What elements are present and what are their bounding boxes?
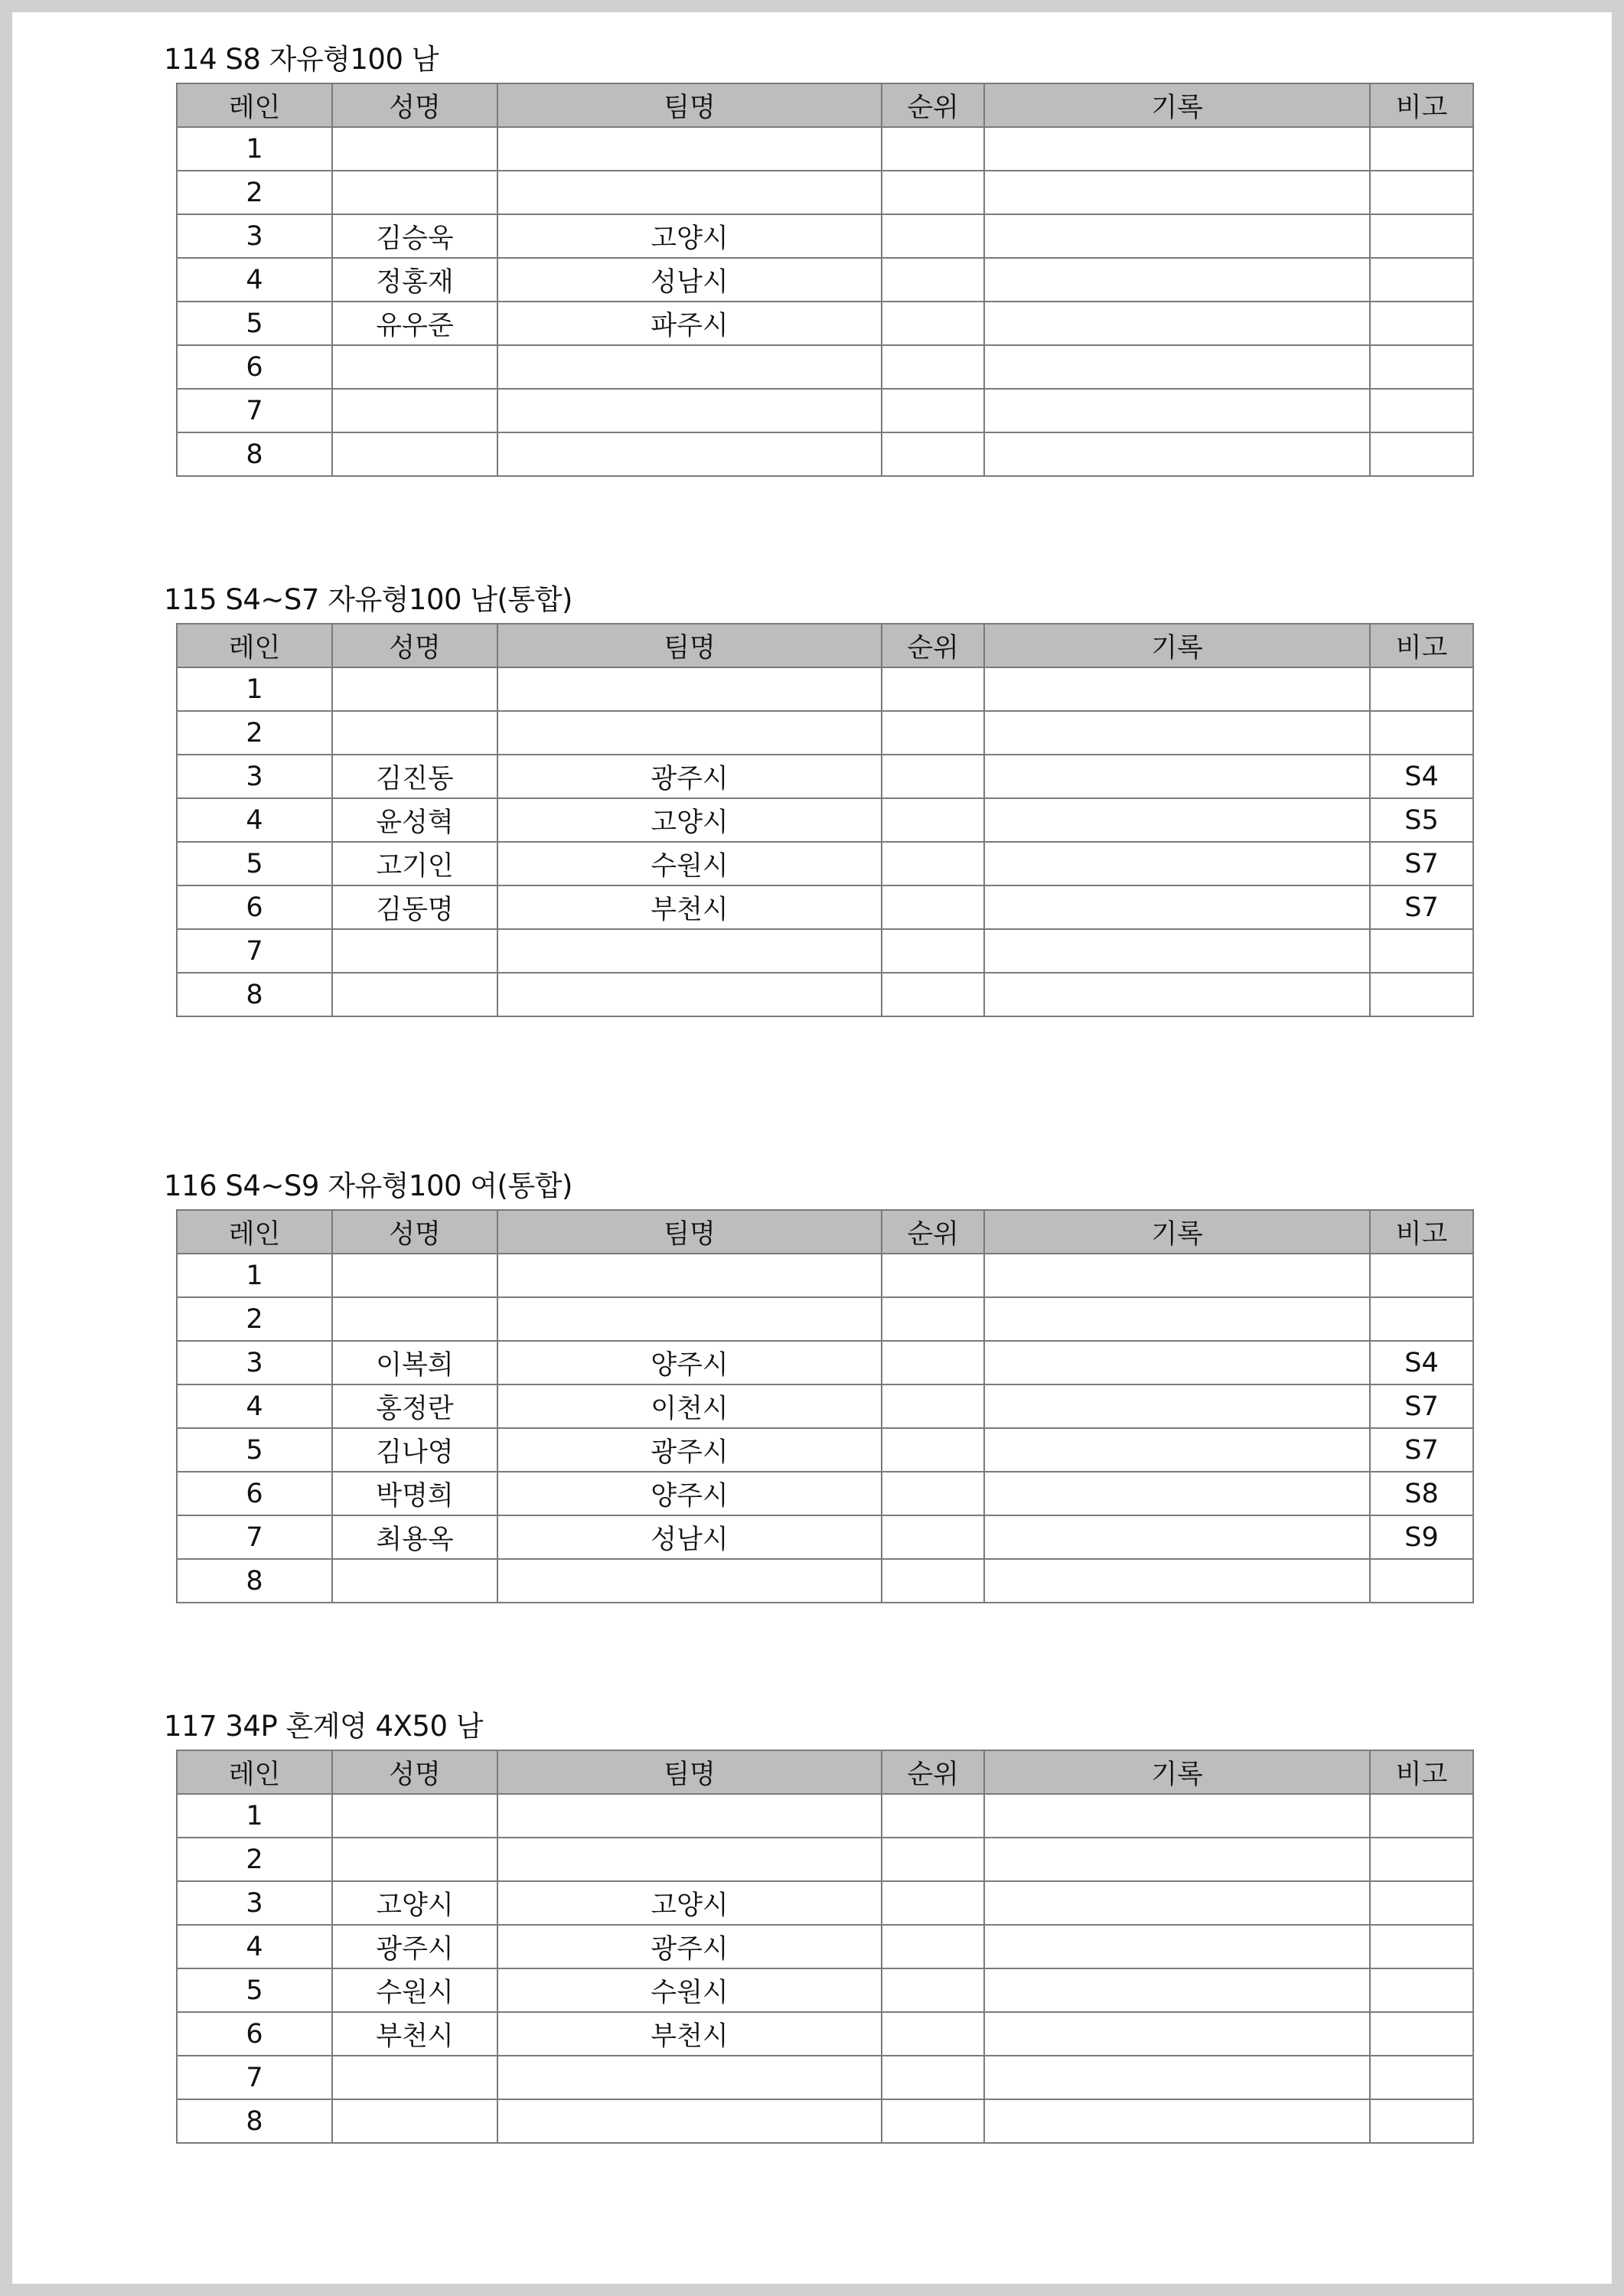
lane-cell: 7 [177, 2056, 332, 2099]
rank-cell [882, 929, 984, 973]
table-row [177, 2099, 1473, 2143]
team-cell: 부천시 [497, 2012, 882, 2056]
name-cell: 이복희 [332, 1341, 497, 1384]
event-title: 117 34P 혼계영 4X50 남 [164, 1710, 483, 1743]
record-cell [984, 1254, 1370, 1297]
note-cell: S7 [1370, 885, 1473, 929]
record-cell [984, 1428, 1370, 1472]
name-cell [332, 2056, 497, 2099]
record-cell [984, 1968, 1370, 2012]
team-cell [497, 1297, 882, 1341]
note-cell: S4 [1370, 755, 1473, 798]
note-cell [1370, 1794, 1473, 1838]
record-cell [984, 345, 1370, 389]
rank-cell [882, 1341, 984, 1384]
lane-cell: 4 [177, 258, 332, 302]
note-cell [1370, 1559, 1473, 1603]
record-cell [984, 798, 1370, 842]
table-header-row [177, 1210, 1473, 1254]
lane-cell: 6 [177, 1472, 332, 1515]
header-name: 성명 [332, 624, 497, 667]
table-row [177, 1881, 1473, 1925]
note-cell [1370, 258, 1473, 302]
lane-cell: 6 [177, 2012, 332, 2056]
name-cell [332, 2099, 497, 2143]
table-row [177, 1472, 1473, 1515]
table-row [177, 389, 1473, 432]
team-cell [497, 929, 882, 973]
team-cell: 이천시 [497, 1384, 882, 1428]
note-cell [1370, 973, 1473, 1016]
name-cell: 윤성혁 [332, 798, 497, 842]
header-rank: 순위 [882, 83, 984, 127]
record-cell [984, 2012, 1370, 2056]
rank-cell [882, 127, 984, 171]
event-title: 114 S8 자유형100 남 [164, 43, 439, 76]
lane-cell: 6 [177, 885, 332, 929]
event-title: 116 S4~S9 자유형100 여(통합) [164, 1169, 572, 1202]
lane-cell: 5 [177, 1428, 332, 1472]
note-cell [1370, 2056, 1473, 2099]
team-cell [497, 2099, 882, 2143]
note-cell [1370, 1968, 1473, 2012]
record-cell [984, 2099, 1370, 2143]
note-cell: S9 [1370, 1515, 1473, 1559]
name-cell: 김진동 [332, 755, 497, 798]
lane-cell: 2 [177, 711, 332, 755]
rank-cell [882, 1838, 984, 1881]
record-cell [984, 1472, 1370, 1515]
note-cell [1370, 2012, 1473, 2056]
name-cell [332, 127, 497, 171]
document-page [12, 12, 1612, 2284]
rank-cell [882, 1559, 984, 1603]
table-row [177, 798, 1473, 842]
header-note: 비고 [1370, 624, 1473, 667]
record-cell [984, 2056, 1370, 2099]
rank-cell [882, 1254, 984, 1297]
lane-cell: 8 [177, 973, 332, 1016]
team-cell [497, 1838, 882, 1881]
rank-cell [882, 1515, 984, 1559]
rank-cell [882, 973, 984, 1016]
table-row [177, 973, 1473, 1016]
name-cell: 정홍재 [332, 258, 497, 302]
lane-cell: 8 [177, 2099, 332, 2143]
record-cell [984, 389, 1370, 432]
rank-cell [882, 755, 984, 798]
name-cell: 김승욱 [332, 214, 497, 258]
header-team: 팀명 [497, 1750, 882, 1794]
header-lane: 레인 [177, 1210, 332, 1254]
record-cell [984, 1515, 1370, 1559]
header-name: 성명 [332, 1210, 497, 1254]
table-row [177, 2056, 1473, 2099]
rank-cell [882, 2056, 984, 2099]
header-name: 성명 [332, 1750, 497, 1794]
note-cell [1370, 432, 1473, 476]
header-lane: 레인 [177, 1750, 332, 1794]
header-record: 기록 [984, 83, 1370, 127]
record-cell [984, 1297, 1370, 1341]
table-row [177, 2012, 1473, 2056]
name-cell: 김나영 [332, 1428, 497, 1472]
record-cell [984, 973, 1370, 1016]
table-row [177, 214, 1473, 258]
name-cell [332, 345, 497, 389]
rank-cell [882, 667, 984, 711]
record-cell [984, 1881, 1370, 1925]
name-cell: 광주시 [332, 1925, 497, 1968]
header-record: 기록 [984, 624, 1370, 667]
header-note: 비고 [1370, 83, 1473, 127]
header-team: 팀명 [497, 624, 882, 667]
rank-cell [882, 1794, 984, 1838]
table-row [177, 667, 1473, 711]
header-rank: 순위 [882, 1750, 984, 1794]
heat-sheet-table [176, 1209, 1474, 1603]
table-row [177, 171, 1473, 214]
lane-cell: 4 [177, 1925, 332, 1968]
note-cell [1370, 171, 1473, 214]
team-cell: 광주시 [497, 755, 882, 798]
table-row [177, 885, 1473, 929]
lane-cell: 1 [177, 1794, 332, 1838]
team-cell [497, 127, 882, 171]
header-lane: 레인 [177, 83, 332, 127]
table-row [177, 1384, 1473, 1428]
name-cell: 부천시 [332, 2012, 497, 2056]
lane-cell: 3 [177, 1881, 332, 1925]
lane-cell: 5 [177, 1968, 332, 2012]
rank-cell [882, 171, 984, 214]
note-cell: S7 [1370, 1428, 1473, 1472]
lane-cell: 5 [177, 842, 332, 885]
record-cell [984, 214, 1370, 258]
record-cell [984, 711, 1370, 755]
team-cell [497, 432, 882, 476]
name-cell [332, 1559, 497, 1603]
team-cell: 양주시 [497, 1472, 882, 1515]
rank-cell [882, 258, 984, 302]
name-cell [332, 973, 497, 1016]
header-rank: 순위 [882, 1210, 984, 1254]
table-header-row [177, 624, 1473, 667]
name-cell: 고기인 [332, 842, 497, 885]
rank-cell [882, 389, 984, 432]
note-cell [1370, 1297, 1473, 1341]
rank-cell [882, 2012, 984, 2056]
note-cell [1370, 1881, 1473, 1925]
table-header-row [177, 83, 1473, 127]
team-cell: 양주시 [497, 1341, 882, 1384]
team-cell: 수원시 [497, 1968, 882, 2012]
header-lane: 레인 [177, 624, 332, 667]
name-cell [332, 1254, 497, 1297]
table-row [177, 842, 1473, 885]
record-cell [984, 1559, 1370, 1603]
table-row [177, 432, 1473, 476]
note-cell: S7 [1370, 842, 1473, 885]
lane-cell: 1 [177, 1254, 332, 1297]
record-cell [984, 127, 1370, 171]
record-cell [984, 1384, 1370, 1428]
rank-cell [882, 345, 984, 389]
note-cell [1370, 929, 1473, 973]
header-team: 팀명 [497, 1210, 882, 1254]
record-cell [984, 755, 1370, 798]
rank-cell [882, 1925, 984, 1968]
table-header-row [177, 1750, 1473, 1794]
table-row [177, 1297, 1473, 1341]
team-cell [497, 389, 882, 432]
lane-cell: 1 [177, 127, 332, 171]
name-cell [332, 1794, 497, 1838]
note-cell: S4 [1370, 1341, 1473, 1384]
lane-cell: 2 [177, 1838, 332, 1881]
record-cell [984, 842, 1370, 885]
name-cell [332, 389, 497, 432]
rank-cell [882, 2099, 984, 2143]
heat-sheet-table [176, 1750, 1474, 2144]
table-row [177, 1838, 1473, 1881]
note-cell [1370, 345, 1473, 389]
team-cell [497, 973, 882, 1016]
note-cell [1370, 302, 1473, 345]
team-cell: 광주시 [497, 1428, 882, 1472]
lane-cell: 3 [177, 755, 332, 798]
note-cell: S5 [1370, 798, 1473, 842]
lane-cell: 3 [177, 214, 332, 258]
team-cell [497, 667, 882, 711]
table-row [177, 1559, 1473, 1603]
team-cell: 수원시 [497, 842, 882, 885]
table-row [177, 1254, 1473, 1297]
record-cell [984, 1341, 1370, 1384]
table-row [177, 929, 1473, 973]
name-cell [332, 667, 497, 711]
table-row [177, 258, 1473, 302]
rank-cell [882, 1472, 984, 1515]
record-cell [984, 885, 1370, 929]
name-cell [332, 1297, 497, 1341]
team-cell [497, 1794, 882, 1838]
note-cell [1370, 127, 1473, 171]
heat-sheet-table [176, 83, 1474, 477]
note-cell [1370, 214, 1473, 258]
header-record: 기록 [984, 1210, 1370, 1254]
rank-cell [882, 711, 984, 755]
record-cell [984, 1794, 1370, 1838]
rank-cell [882, 432, 984, 476]
name-cell: 수원시 [332, 1968, 497, 2012]
table-row [177, 1515, 1473, 1559]
record-cell [984, 171, 1370, 214]
name-cell: 홍정란 [332, 1384, 497, 1428]
team-cell [497, 1254, 882, 1297]
team-cell [497, 171, 882, 214]
rank-cell [882, 798, 984, 842]
header-record: 기록 [984, 1750, 1370, 1794]
record-cell [984, 432, 1370, 476]
rank-cell [882, 842, 984, 885]
team-cell [497, 1559, 882, 1603]
header-name: 성명 [332, 83, 497, 127]
name-cell: 고양시 [332, 1881, 497, 1925]
rank-cell [882, 885, 984, 929]
header-note: 비고 [1370, 1750, 1473, 1794]
event-title: 115 S4~S7 자유형100 남(통합) [164, 583, 572, 616]
lane-cell: 7 [177, 1515, 332, 1559]
rank-cell [882, 1968, 984, 2012]
rank-cell [882, 302, 984, 345]
lane-cell: 2 [177, 1297, 332, 1341]
note-cell [1370, 1838, 1473, 1881]
header-note: 비고 [1370, 1210, 1473, 1254]
name-cell: 김동명 [332, 885, 497, 929]
name-cell [332, 432, 497, 476]
record-cell [984, 302, 1370, 345]
table-row [177, 1794, 1473, 1838]
lane-cell: 7 [177, 929, 332, 973]
record-cell [984, 258, 1370, 302]
table-row [177, 1968, 1473, 2012]
lane-cell: 8 [177, 432, 332, 476]
name-cell [332, 929, 497, 973]
rank-cell [882, 1384, 984, 1428]
note-cell [1370, 1925, 1473, 1968]
lane-cell: 1 [177, 667, 332, 711]
table-row [177, 1925, 1473, 1968]
note-cell [1370, 711, 1473, 755]
lane-cell: 7 [177, 389, 332, 432]
record-cell [984, 667, 1370, 711]
table-row [177, 345, 1473, 389]
table-row [177, 302, 1473, 345]
team-cell: 부천시 [497, 885, 882, 929]
note-cell [1370, 667, 1473, 711]
team-cell: 고양시 [497, 798, 882, 842]
team-cell [497, 711, 882, 755]
table-row [177, 1341, 1473, 1384]
lane-cell: 4 [177, 798, 332, 842]
note-cell [1370, 2099, 1473, 2143]
name-cell [332, 711, 497, 755]
table-row [177, 755, 1473, 798]
lane-cell: 2 [177, 171, 332, 214]
lane-cell: 8 [177, 1559, 332, 1603]
heat-sheet-table [176, 623, 1474, 1017]
team-cell [497, 2056, 882, 2099]
table-row [177, 711, 1473, 755]
lane-cell: 6 [177, 345, 332, 389]
name-cell: 최용옥 [332, 1515, 497, 1559]
rank-cell [882, 1428, 984, 1472]
team-cell: 광주시 [497, 1925, 882, 1968]
record-cell [984, 1838, 1370, 1881]
rank-cell [882, 1297, 984, 1341]
team-cell: 성남시 [497, 258, 882, 302]
name-cell: 유우준 [332, 302, 497, 345]
team-cell: 고양시 [497, 214, 882, 258]
record-cell [984, 929, 1370, 973]
team-cell [497, 345, 882, 389]
team-cell: 성남시 [497, 1515, 882, 1559]
lane-cell: 3 [177, 1341, 332, 1384]
note-cell: S7 [1370, 1384, 1473, 1428]
name-cell: 박명희 [332, 1472, 497, 1515]
note-cell [1370, 1254, 1473, 1297]
note-cell [1370, 389, 1473, 432]
team-cell: 고양시 [497, 1881, 882, 1925]
team-cell: 파주시 [497, 302, 882, 345]
table-row [177, 1428, 1473, 1472]
name-cell [332, 1838, 497, 1881]
header-rank: 순위 [882, 624, 984, 667]
note-cell: S8 [1370, 1472, 1473, 1515]
record-cell [984, 1925, 1370, 1968]
header-team: 팀명 [497, 83, 882, 127]
rank-cell [882, 1881, 984, 1925]
rank-cell [882, 214, 984, 258]
table-row [177, 127, 1473, 171]
lane-cell: 4 [177, 1384, 332, 1428]
name-cell [332, 171, 497, 214]
lane-cell: 5 [177, 302, 332, 345]
